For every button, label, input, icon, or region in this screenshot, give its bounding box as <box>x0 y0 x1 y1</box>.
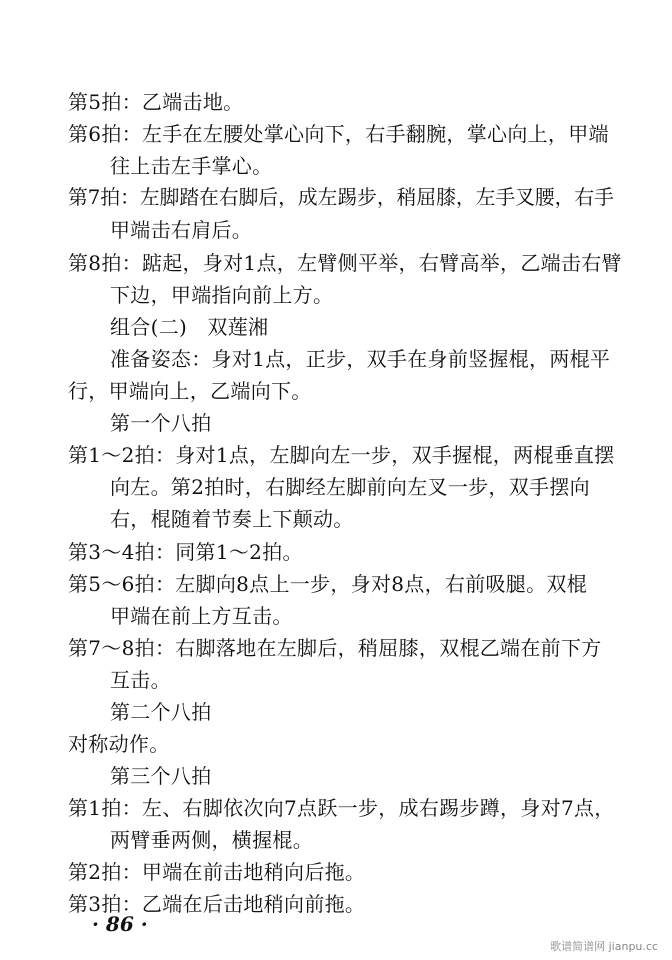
text-line: 第7拍：左脚踏在右脚后，成左踢步，稍屈膝，左手叉腰，右手 <box>68 186 614 209</box>
text-line: 第1～2拍：身对1点，左脚向左一步，双手握棍，两棍垂直摆 <box>68 443 615 467</box>
section-heading: 组合(二) 双莲湘 <box>110 315 269 339</box>
subsection-heading: 第二个八拍 <box>110 700 212 724</box>
text-line: 两臂垂两侧，横握棍。 <box>110 828 313 852</box>
page-number: · 86 · <box>92 912 148 936</box>
text-line: 第2拍：甲端在前击地稍向后拖。 <box>68 860 366 884</box>
text-line: 甲端击右肩后。 <box>110 218 253 242</box>
watermark: 歌谱简谱网 jianpu.cc <box>550 940 658 953</box>
text-line: 互击。 <box>110 668 171 692</box>
text-line: 第1拍：左、右脚依次向7点跃一步，成右踢步蹲，身对7点， <box>68 796 615 820</box>
text-line: 第3拍：乙端在后击地稍向前拖。 <box>68 892 366 916</box>
text-line: 准备姿态：身对1点，正步，双手在身前竖握棍，两棍平 <box>110 347 611 371</box>
subsection-heading: 第三个八拍 <box>110 764 212 788</box>
text-line: 右，棍随着节奏上下颠动。 <box>110 507 354 531</box>
text-line: 第8拍：踮起，身对1点，左臂侧平举，右臂高举，乙端击右臂 <box>68 251 622 275</box>
subsection-heading: 第一个八拍 <box>110 411 212 435</box>
text-line: 甲端在前上方互击。 <box>110 604 293 628</box>
text-line: 对称动作。 <box>68 732 170 756</box>
text-line: 第5拍：乙端击地。 <box>68 90 244 114</box>
text-line: 第3～4拍：同第1～2拍。 <box>68 540 303 564</box>
text-line: 第5～6拍：左脚向8点上一步，身对8点，右前吸腿。双棍 <box>68 572 587 596</box>
text-line: 行，甲端向上，乙端向下。 <box>68 379 312 403</box>
text-line: 往上击左手掌心。 <box>110 154 273 178</box>
text-line: 第7～8拍：右脚落地在左脚后，稍屈膝，双棍乙端在前下方 <box>68 636 602 660</box>
text-line: 第6拍：左手在左腰处掌心向下，右手翻腕，掌心向上，甲端 <box>68 122 609 146</box>
text-line: 向左。第2拍时，右脚经左脚前向左叉一步，双手摆向 <box>110 475 590 499</box>
text-line: 下边，甲端指向前上方。 <box>110 283 334 307</box>
